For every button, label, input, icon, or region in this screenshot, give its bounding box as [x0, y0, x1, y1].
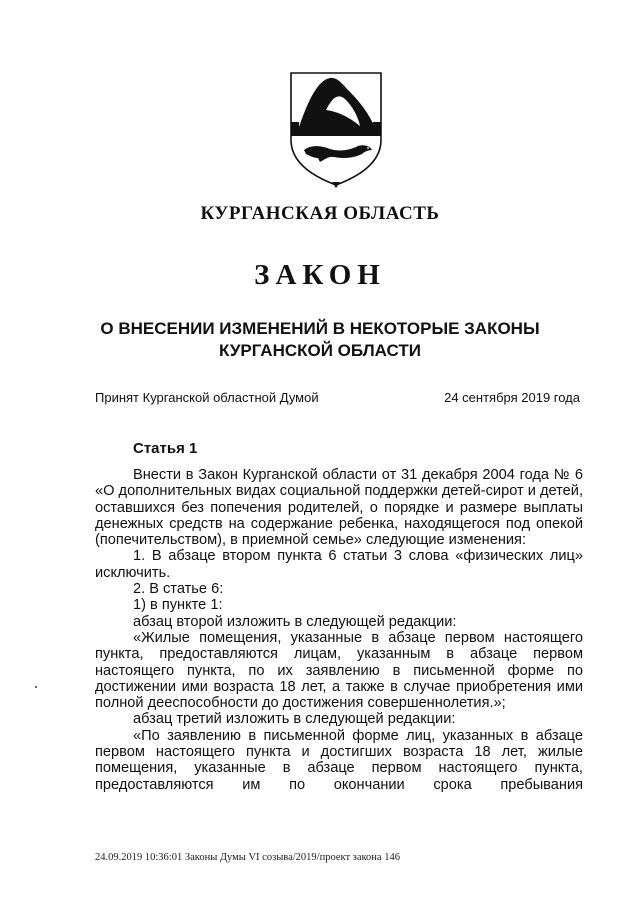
footer-file-info: 24.09.2019 10:36:01 Законы Думы VI созыва/2019/проект закона 146	[95, 852, 400, 863]
adopted-by: Принят Курганской областной Думой	[95, 390, 319, 405]
paragraph: абзац третий изложить в следующей редакции:	[133, 711, 456, 728]
article-heading: Статья 1	[133, 440, 198, 457]
margin-mark	[35, 686, 37, 688]
adoption-info	[95, 390, 580, 405]
law-subject	[60, 318, 580, 362]
paragraph: «Жилые помещения, указанные в абзаце первом настоящего пункта, предоставляются лицам, указанным в абзаце первом настоящего пункта, по их заявлению в письменной форме по достижении ими возраста 18 лет, а также в случае приобретения ими полной дееспособности до достижения совершеннолетия.»;	[95, 629, 583, 712]
article-body	[95, 467, 583, 793]
paragraph: «По заявлению в письменной форме лиц, указанных в абзаце первом настоящего пункта и достигших возраста 18 лет, жилые помещения, указанные в абзаце первом настоящего пункта, предоставляются им по окончании срока пребывания	[95, 727, 583, 793]
paragraph: абзац второй изложить в следующей редакции:	[133, 613, 457, 630]
coat-of-arms-icon	[288, 70, 384, 188]
law-subject-line-1: О ВНЕСЕНИИ ИЗМЕНЕНИЙ В НЕКОТОРЫЕ ЗАКОНЫ	[100, 319, 540, 338]
paragraph: 2. В статье 6:	[133, 581, 224, 598]
region-name: КУРГАНСКАЯ ОБЛАСТЬ	[200, 203, 440, 224]
law-title: ЗАКОН	[254, 259, 386, 291]
paragraph: 1) в пункте 1:	[133, 597, 223, 614]
paragraph: 1. В абзаце втором пункта 6 статьи 3 слова «физических лиц» исключить.	[95, 548, 583, 581]
adopted-date: 24 сентября 2019 года	[444, 390, 580, 405]
paragraph: Внести в Закон Курганской области от 31 декабря 2004 года № 6 «О дополнительных видах социальной поддержки детей-сирот и детей, оставшихся без попечения родителей, о порядке и размере выплаты денежных средств на содержание ребенка, находящегося под опекой (попечительством), в приемной семье» следующие изменения:	[95, 467, 583, 549]
law-subject-line-2: КУРГАНСКОЙ ОБЛАСТИ	[219, 341, 421, 360]
